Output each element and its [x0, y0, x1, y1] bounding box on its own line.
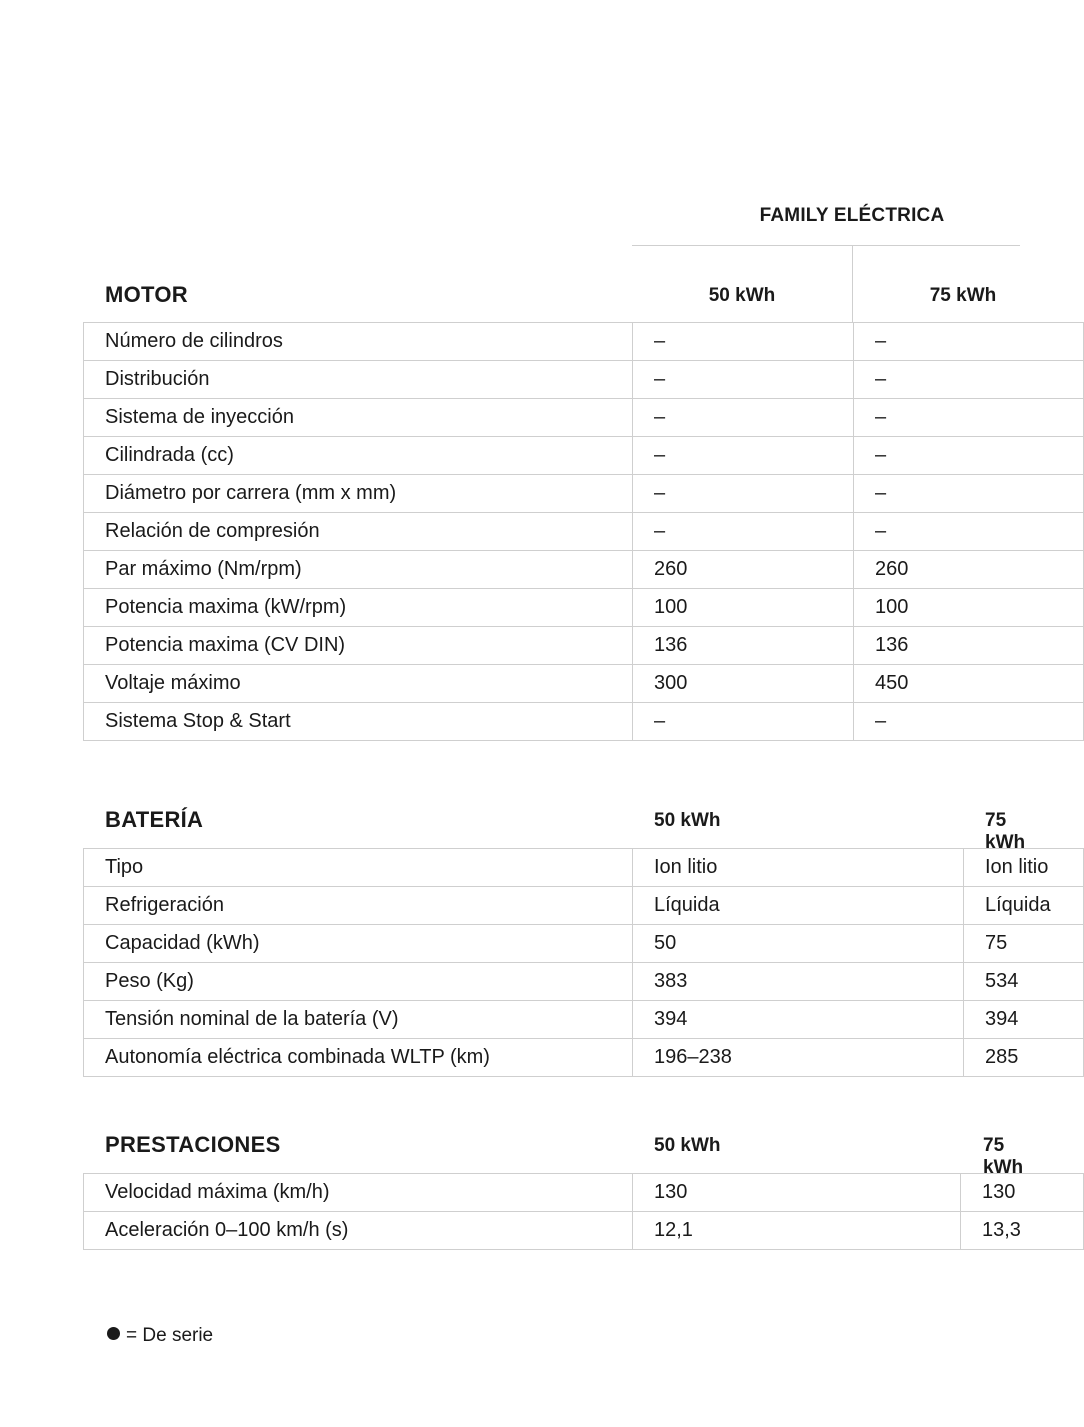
bateria-col-50: 50 kWh: [654, 810, 721, 831]
row-label: Diámetro por carrera (mm x mm): [84, 475, 633, 513]
row-value: 130: [633, 1174, 961, 1212]
row-value: 13,3: [961, 1212, 1084, 1250]
row-value: –: [854, 703, 1084, 741]
row-value: 285: [964, 1039, 1084, 1077]
motor-col-75: 75 kWh: [929, 285, 997, 306]
row-value: 260: [633, 551, 854, 589]
family-divider: [632, 245, 1020, 246]
row-value: –: [854, 399, 1084, 437]
table-row: [84, 963, 1084, 1001]
prestaciones-col-75: 75 kWh: [983, 1135, 1024, 1178]
row-value: –: [633, 475, 854, 513]
row-label: Tipo: [84, 849, 633, 887]
row-value: –: [633, 399, 854, 437]
row-value: 450: [854, 665, 1084, 703]
row-value: –: [633, 361, 854, 399]
bateria-table-body: [84, 849, 1084, 1077]
row-label: Par máximo (Nm/rpm): [84, 551, 633, 589]
family-title: FAMILY ELÉCTRICA: [759, 205, 945, 226]
row-value: –: [633, 703, 854, 741]
row-value: 136: [633, 627, 854, 665]
motor-table: [83, 322, 1084, 741]
row-value: 196–238: [633, 1039, 964, 1077]
table-row: [84, 665, 1084, 703]
table-row: [84, 361, 1084, 399]
table-row: [84, 925, 1084, 963]
row-label: Voltaje máximo: [84, 665, 633, 703]
bateria-title: BATERÍA: [105, 807, 204, 832]
row-value: –: [854, 361, 1084, 399]
row-label: Número de cilindros: [84, 323, 633, 361]
table-row: [84, 1001, 1084, 1039]
row-label: Peso (Kg): [84, 963, 633, 1001]
row-label: Capacidad (kWh): [84, 925, 633, 963]
row-value: 130: [961, 1174, 1084, 1212]
legend-text: = De serie: [126, 1325, 214, 1346]
row-value: –: [854, 513, 1084, 551]
table-row: [84, 703, 1084, 741]
row-value: 300: [633, 665, 854, 703]
legend: [107, 1325, 213, 1347]
row-label: Potencia maxima (CV DIN): [84, 627, 633, 665]
table-row: [84, 1039, 1084, 1077]
row-value: 136: [854, 627, 1084, 665]
row-label: Relación de compresión: [84, 513, 633, 551]
table-row: [84, 849, 1084, 887]
table-row: [84, 323, 1084, 361]
row-value: 12,1: [633, 1212, 961, 1250]
row-label: Distribución: [84, 361, 633, 399]
row-value: –: [633, 513, 854, 551]
row-label: Potencia maxima (kW/rpm): [84, 589, 633, 627]
row-value: 394: [633, 1001, 964, 1039]
row-value: Líquida: [633, 887, 964, 925]
row-label: Autonomía eléctrica combinada WLTP (km): [84, 1039, 633, 1077]
prestaciones-col-50: 50 kWh: [654, 1135, 721, 1156]
table-row: [84, 437, 1084, 475]
table-row: [84, 1212, 1084, 1250]
row-label: Sistema de inyección: [84, 399, 633, 437]
row-value: –: [854, 323, 1084, 361]
row-value: 383: [633, 963, 964, 1001]
bullet-icon: [107, 1327, 120, 1340]
prestaciones-title: PRESTACIONES: [105, 1132, 281, 1157]
row-value: 75: [964, 925, 1084, 963]
motor-table-body: [84, 323, 1084, 741]
table-row: [84, 1174, 1084, 1212]
motor-title: MOTOR: [105, 282, 188, 307]
row-label: Velocidad máxima (km/h): [84, 1174, 633, 1212]
row-value: –: [633, 323, 854, 361]
row-value: Ion litio: [633, 849, 964, 887]
table-row: [84, 475, 1084, 513]
table-row: [84, 399, 1084, 437]
table-row: [84, 589, 1084, 627]
row-value: Ion litio: [964, 849, 1084, 887]
row-value: 100: [854, 589, 1084, 627]
row-label: Aceleración 0–100 km/h (s): [84, 1212, 633, 1250]
table-row: [84, 551, 1084, 589]
table-row: [84, 887, 1084, 925]
row-value: 260: [854, 551, 1084, 589]
prestaciones-table: [83, 1173, 1084, 1250]
row-label: Sistema Stop & Start: [84, 703, 633, 741]
table-row: [84, 627, 1084, 665]
bateria-col-75: 75 kWh: [985, 810, 1026, 853]
table-row: [84, 513, 1084, 551]
row-value: –: [633, 437, 854, 475]
row-value: 50: [633, 925, 964, 963]
row-value: 394: [964, 1001, 1084, 1039]
row-value: –: [854, 437, 1084, 475]
column-divider: [852, 245, 853, 322]
row-value: Líquida: [964, 887, 1084, 925]
row-value: 534: [964, 963, 1084, 1001]
bateria-table: [83, 848, 1084, 1077]
row-label: Tensión nominal de la batería (V): [84, 1001, 633, 1039]
motor-col-50: 50 kWh: [708, 285, 776, 306]
row-value: 100: [633, 589, 854, 627]
row-label: Refrigeración: [84, 887, 633, 925]
row-label: Cilindrada (cc): [84, 437, 633, 475]
prestaciones-table-body: [84, 1174, 1084, 1250]
row-value: –: [854, 475, 1084, 513]
